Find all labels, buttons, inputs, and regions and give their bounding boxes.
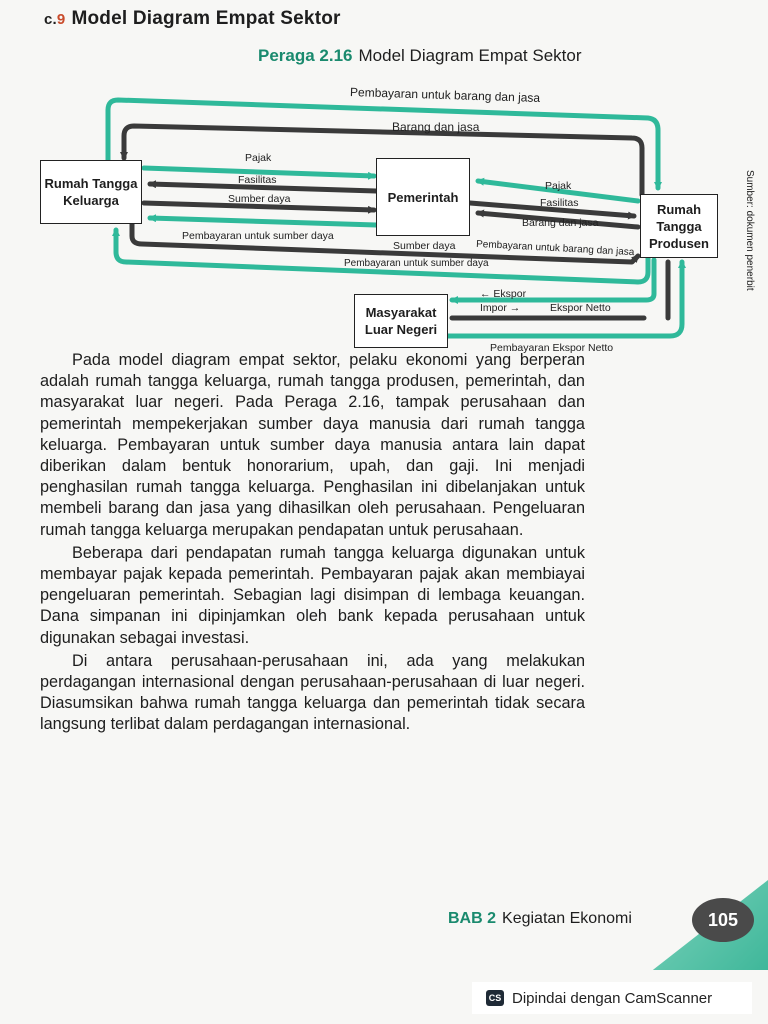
- arrow-pembayaran-sumber-daya-left: [150, 218, 376, 225]
- figure-caption: Model Diagram Empat Sektor: [358, 46, 582, 65]
- section-number: c.9: [44, 11, 66, 28]
- label-pembayaran-sumber-daya-bottom: Pembayaran untuk sumber daya: [344, 258, 489, 269]
- label-sumber-daya-left: Sumber daya: [228, 193, 291, 205]
- figure-label: Peraga 2.16: [258, 46, 353, 65]
- label-ekspor: ← Ekspor: [480, 288, 527, 300]
- footer-chapter: [448, 910, 632, 928]
- box-pemerintah: Pemerintah: [376, 158, 470, 236]
- page-number: 105: [692, 898, 754, 942]
- camscanner-watermark: [472, 982, 752, 1014]
- box-rumah-tangga-produsen: Rumah Tangga Produsen: [640, 194, 718, 258]
- footer-bab-label: BAB 2: [448, 910, 497, 927]
- label-ekspor-netto: Ekspor Netto: [550, 302, 611, 314]
- section-heading: [44, 8, 341, 30]
- label-sumber-daya-mid: Sumber daya: [393, 240, 456, 252]
- figure-source: Sumber: dokumen penerbit: [744, 170, 755, 291]
- label-fasilitas-left: Fasilitas: [238, 174, 277, 186]
- label-pajak-left: Pajak: [245, 152, 272, 164]
- camscanner-text: Dipindai dengan CamScanner: [512, 989, 713, 1007]
- paragraph-2: Beberapa dari pendapatan rumah tangga keluarga digunakan untuk membayar pajak kepada pemerintah. Pembayaran pajak akan membiayai pengeluaran pemerintah. Sebagian lagi disimpan di lembaga keuangan. Dana simpanan ini dipinjamkan oleh bank kepada perusahaan untuk digunakan sebagai investasi.: [40, 543, 585, 647]
- camscanner-icon: CS: [486, 990, 504, 1006]
- label-pembayaran-sumber-daya-left: Pembayaran untuk sumber daya: [182, 230, 334, 242]
- label-barang-dan-jasa-top: Barang dan jasa: [392, 120, 480, 134]
- paragraph-3: Di antara perusahaan-perusahaan ini, ada yang melakukan perdagangan internasional dengan perusahaan-perusahaan di luar negeri. Diasumsikan bahwa rumah tangga keluarga dan pemerintah tidak secara langsung terlibat dalam perdagangan internasional.: [40, 651, 585, 734]
- label-barang-dan-jasa-right: Barang dan jasa: [522, 217, 599, 229]
- label-pajak-right: Pajak: [545, 180, 572, 192]
- box-masyarakat-luar-negeri: Masyarakat Luar Negeri: [354, 294, 448, 348]
- label-fasilitas-right: Fasilitas: [540, 197, 579, 209]
- label-pembayaran-ekspor-netto: Pembayaran Ekspor Netto: [490, 342, 614, 354]
- label-impor: Impor →: [480, 302, 521, 314]
- section-title: Model Diagram Empat Sektor: [71, 8, 341, 29]
- box-rumah-tangga-keluarga: Rumah Tangga Keluarga: [40, 160, 142, 224]
- footer-chapter-title: Kegiatan Ekonomi: [502, 910, 632, 927]
- label-pembayaran-barang-jasa-right: Pembayaran untuk barang dan jasa: [475, 238, 635, 259]
- body-text: [40, 350, 585, 738]
- label-pembayaran-barang-jasa-top: Pembayaran untuk barang dan jasa: [349, 85, 541, 105]
- paragraph-1: Pada model diagram empat sektor, pelaku ekonomi yang berperan adalah rumah tangga keluarga, rumah tangga produsen, pemerintah, dan masyarakat luar negeri. Pada Peraga 2.16, tampak perusahaan dan pemerintah mempekerjakan sumber daya manusia dari rumah tangga keluarga. Pembayaran untuk sumber daya manusia antara lain dapat diberikan dalam bentuk honorarium, upah, dan gaji. Ini menjadi penghasilan rumah tangga keluarga. Penghasilan ini dibelanjakan untuk membeli barang dan jasa yang dihasilkan oleh perusahaan. Pengeluaran rumah tangga keluarga merupakan pendapatan untuk perusahaan.: [40, 351, 585, 539]
- figure-title: [258, 46, 582, 66]
